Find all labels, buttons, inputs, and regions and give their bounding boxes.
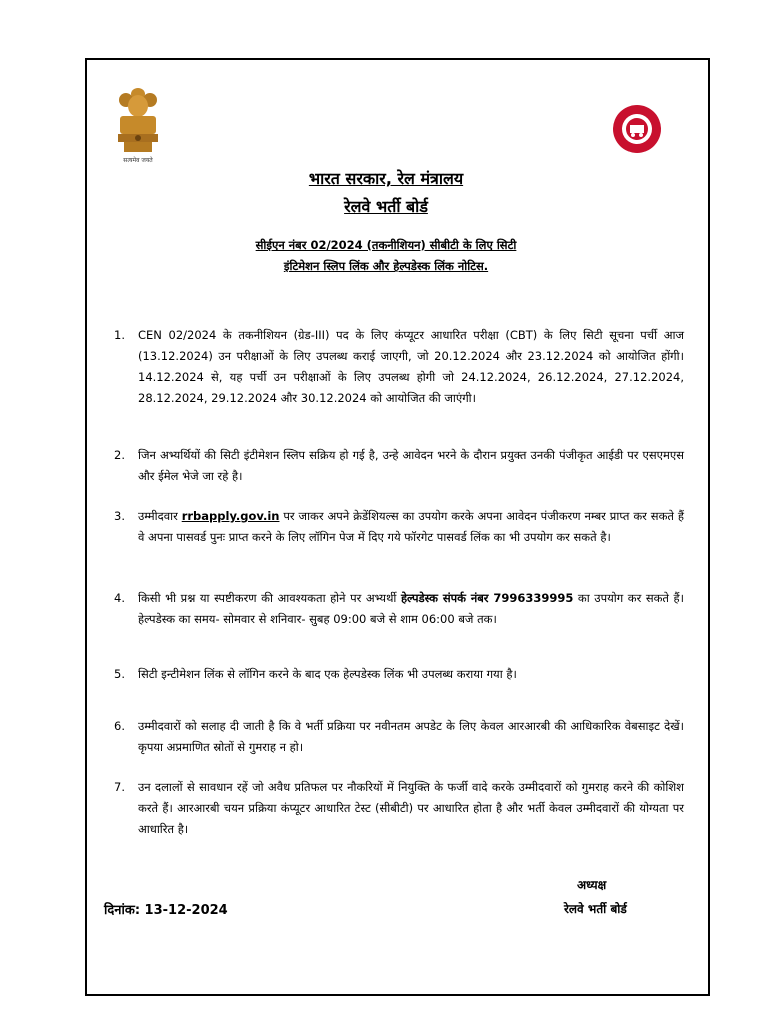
national-emblem-icon bbox=[110, 86, 166, 166]
item-text-post: का उपयोग कर सकते हैं। हेल्पडेस्क का समय- सोमवार से शनिवार- सुबह 09:00 बजे से शाम 06:00 बजे तक। bbox=[138, 591, 684, 626]
item-text: सिटी इन्टीमेशन लिंक से लॉगिन करने के बाद एक हेल्पडेस्क लिंक भी उपलब्ध कराया गया है। bbox=[138, 667, 517, 681]
list-item bbox=[114, 777, 684, 840]
signatory-office: रेलवे भर्ती बोर्ड bbox=[564, 902, 627, 916]
item-text-post: पर जाकर अपने क्रेडेंशियल्स का उपयोग करके अपना आवेदन पंजीकरण नम्बर प्राप्त कर सकते हैं वे अपना पासवर्ड पुनः प्राप्त करने के लिए लॉगिन पेज में दिए गये फॉरगेट पासवर्ड लिंक का भी उपयोग कर सकते है। bbox=[138, 509, 684, 544]
list-item bbox=[114, 445, 684, 487]
signatory-designation: अध्यक्ष bbox=[577, 878, 607, 892]
list-item bbox=[114, 325, 684, 409]
helpdesk-number: हेल्पडेस्क संपर्क नंबर 7996339995 bbox=[400, 591, 574, 605]
item-text: उम्मीदवारों को सलाह दी जाती है कि वे भर्ती प्रक्रिया पर नवीनतम अपडेट के लिए केवल आरआरबी की आधिकारिक वेबसाइट देखें। कृपया अप्रमाणित स्रोतों से गुमराह न हो। bbox=[138, 719, 684, 754]
item-number: 1. bbox=[114, 328, 125, 342]
item-number: 4. bbox=[114, 591, 125, 605]
board-title: रेलवे भर्ती बोर्ड bbox=[344, 197, 428, 216]
item-number: 3. bbox=[114, 509, 125, 523]
ministry-title: भारत सरकार, रेल मंत्रालय bbox=[308, 169, 464, 188]
list-item bbox=[114, 588, 684, 630]
indian-railways-logo bbox=[612, 104, 662, 154]
list-item bbox=[114, 506, 684, 548]
item-number: 7. bbox=[114, 780, 125, 794]
list-item bbox=[114, 716, 684, 758]
item-number: 6. bbox=[114, 719, 125, 733]
rrbapply-link[interactable]: rrbapply.gov.in bbox=[181, 509, 280, 523]
list-item bbox=[114, 664, 684, 685]
item-text bbox=[138, 588, 684, 630]
item-text bbox=[138, 506, 684, 548]
subject-line-1: सीईएन नंबर 02/2024 (तकनीशियन) सीबीटी के लिए सिटी bbox=[255, 238, 517, 252]
notice-date: दिनांक: 13-12-2024 bbox=[104, 903, 228, 918]
item-text: उन दलालों से सावधान रहें जो अवैध प्रतिफल पर नौकरियों में नियुक्ति के फर्जी वादे करके उम्मीदवारों को गुमराह करने की कोशिश करते हैं। आरआरबी चयन प्रक्रिया कंप्यूटर आधारित टेस्ट (सीबीटी) पर आधारित होता है और भर्ती केवल उम्मीदवारों की योग्यता पर आधारित है। bbox=[138, 780, 684, 836]
emblem-motto: सत्यमेव जयते bbox=[123, 157, 153, 164]
item-text-pre: उम्मीदवार bbox=[138, 509, 182, 523]
item-text-pre: किसी भी प्रश्न या स्पष्टीकरण की आवश्यकता होने पर अभ्यर्थी bbox=[138, 591, 401, 605]
item-number: 5. bbox=[114, 667, 125, 681]
item-number: 2. bbox=[114, 448, 125, 462]
item-text: जिन अभ्यर्थियों की सिटी इंटीमेशन स्लिप सक्रिय हो गई है, उन्हे आवेदन भरने के दौरान प्रयुक्त उनकी पंजीकृत आईडी पर एसएमएस और ईमेल भेजे जा रहे है। bbox=[138, 448, 684, 483]
item-text: CEN 02/2024 के तकनीशियन (ग्रेड-III) पद के लिए कंप्यूटर आधारित परीक्षा (CBT) के लिए सिटी सूचना पर्ची आज (13.12.2024) उन परीक्षाओं के लिए उपलब्ध कराई जाएगी, जो 20.12.2024 और 23.12.2024 को आयोजित होंगी। 14.12.2024 से, यह पर्ची उन परीक्षाओं के लिए उपलब्ध होगी जो 24.12.2024, 26.12.2024, 27.12.2024, 28.12.2024, 29.12.2024 और 30.12.2024 को आयोजित की जाएंगी। bbox=[138, 328, 684, 405]
subject-line-2: इंटिमेशन स्लिप लिंक और हेल्पडेस्क लिंक नोटिस. bbox=[283, 259, 489, 273]
